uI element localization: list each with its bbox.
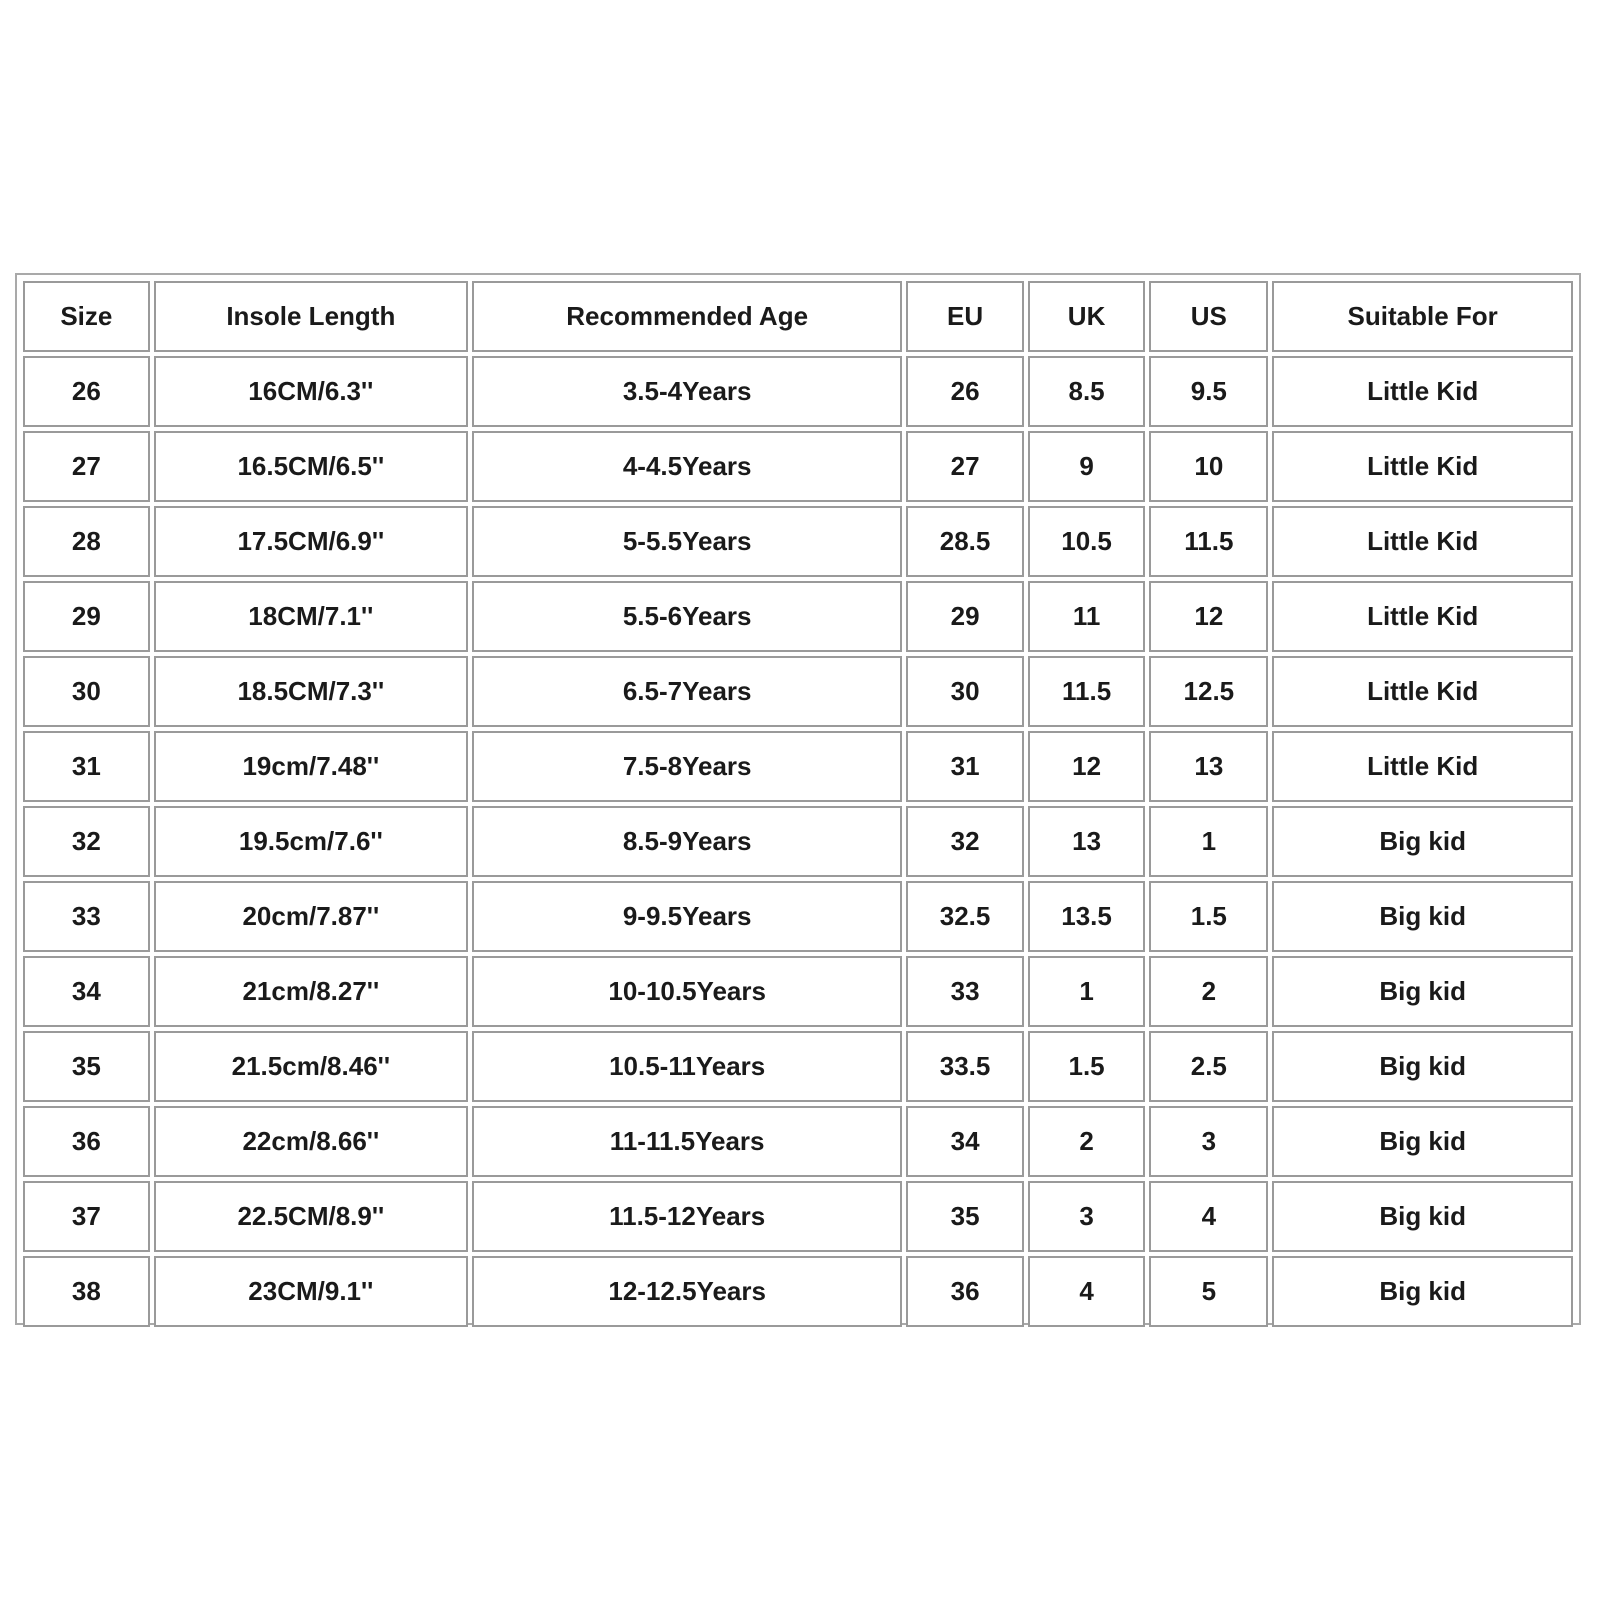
cell-size: 38	[23, 1256, 150, 1327]
cell-recommended-age: 10.5-11Years	[472, 1031, 902, 1102]
cell-us: 11.5	[1149, 506, 1268, 577]
table-row	[23, 956, 1573, 1027]
cell-uk: 13	[1028, 806, 1146, 877]
cell-eu: 36	[906, 1256, 1024, 1327]
cell-suitable-for: Little Kid	[1272, 581, 1573, 652]
cell-insole-length: 19.5cm/7.6''	[154, 806, 468, 877]
table-row	[23, 881, 1573, 952]
cell-us: 13	[1149, 731, 1268, 802]
table-row	[23, 806, 1573, 877]
cell-eu: 33.5	[906, 1031, 1024, 1102]
cell-insole-length: 17.5CM/6.9''	[154, 506, 468, 577]
cell-suitable-for: Big kid	[1272, 1181, 1573, 1252]
cell-eu: 30	[906, 656, 1024, 727]
cell-eu: 35	[906, 1181, 1024, 1252]
table-row	[23, 1256, 1573, 1327]
cell-recommended-age: 7.5-8Years	[472, 731, 902, 802]
table-row	[23, 731, 1573, 802]
cell-size: 36	[23, 1106, 150, 1177]
table-row	[23, 431, 1573, 502]
cell-size: 30	[23, 656, 150, 727]
cell-suitable-for: Big kid	[1272, 1106, 1573, 1177]
cell-eu: 29	[906, 581, 1024, 652]
table-row	[23, 1106, 1573, 1177]
cell-suitable-for: Little Kid	[1272, 656, 1573, 727]
cell-uk: 2	[1028, 1106, 1146, 1177]
cell-us: 10	[1149, 431, 1268, 502]
cell-recommended-age: 10-10.5Years	[472, 956, 902, 1027]
cell-eu: 28.5	[906, 506, 1024, 577]
cell-insole-length: 23CM/9.1''	[154, 1256, 468, 1327]
cell-suitable-for: Little Kid	[1272, 731, 1573, 802]
table-row	[23, 581, 1573, 652]
cell-us: 1.5	[1149, 881, 1268, 952]
cell-uk: 1.5	[1028, 1031, 1146, 1102]
cell-uk: 8.5	[1028, 356, 1146, 427]
cell-us: 2.5	[1149, 1031, 1268, 1102]
cell-us: 12.5	[1149, 656, 1268, 727]
cell-uk: 4	[1028, 1256, 1146, 1327]
cell-us: 4	[1149, 1181, 1268, 1252]
cell-us: 12	[1149, 581, 1268, 652]
cell-insole-length: 22cm/8.66''	[154, 1106, 468, 1177]
table-row	[23, 656, 1573, 727]
cell-size: 28	[23, 506, 150, 577]
cell-recommended-age: 5-5.5Years	[472, 506, 902, 577]
cell-size: 31	[23, 731, 150, 802]
cell-insole-length: 16CM/6.3''	[154, 356, 468, 427]
header-size: Size	[23, 281, 150, 352]
cell-recommended-age: 12-12.5Years	[472, 1256, 902, 1327]
cell-recommended-age: 8.5-9Years	[472, 806, 902, 877]
cell-uk: 9	[1028, 431, 1146, 502]
cell-size: 34	[23, 956, 150, 1027]
cell-suitable-for: Big kid	[1272, 806, 1573, 877]
cell-insole-length: 19cm/7.48''	[154, 731, 468, 802]
cell-uk: 3	[1028, 1181, 1146, 1252]
header-recommended-age: Recommended Age	[472, 281, 902, 352]
cell-us: 1	[1149, 806, 1268, 877]
cell-insole-length: 21.5cm/8.46''	[154, 1031, 468, 1102]
cell-eu: 31	[906, 731, 1024, 802]
cell-uk: 11	[1028, 581, 1146, 652]
size-chart-body	[23, 356, 1573, 1327]
cell-uk: 11.5	[1028, 656, 1146, 727]
cell-insole-length: 21cm/8.27''	[154, 956, 468, 1027]
cell-uk: 10.5	[1028, 506, 1146, 577]
cell-size: 37	[23, 1181, 150, 1252]
cell-suitable-for: Big kid	[1272, 881, 1573, 952]
cell-suitable-for: Little Kid	[1272, 356, 1573, 427]
cell-recommended-age: 4-4.5Years	[472, 431, 902, 502]
table-row	[23, 356, 1573, 427]
cell-insole-length: 18CM/7.1''	[154, 581, 468, 652]
cell-suitable-for: Big kid	[1272, 956, 1573, 1027]
cell-us: 3	[1149, 1106, 1268, 1177]
header-us: US	[1149, 281, 1268, 352]
cell-us: 2	[1149, 956, 1268, 1027]
cell-recommended-age: 3.5-4Years	[472, 356, 902, 427]
cell-eu: 33	[906, 956, 1024, 1027]
header-row	[23, 281, 1573, 352]
cell-size: 32	[23, 806, 150, 877]
cell-eu: 27	[906, 431, 1024, 502]
cell-uk: 1	[1028, 956, 1146, 1027]
size-chart-frame	[15, 273, 1581, 1325]
cell-size: 26	[23, 356, 150, 427]
cell-size: 35	[23, 1031, 150, 1102]
cell-eu: 32	[906, 806, 1024, 877]
cell-size: 27	[23, 431, 150, 502]
cell-eu: 34	[906, 1106, 1024, 1177]
cell-insole-length: 16.5CM/6.5''	[154, 431, 468, 502]
size-chart-table	[19, 277, 1577, 1331]
header-insole-length: Insole Length	[154, 281, 468, 352]
table-row	[23, 1031, 1573, 1102]
cell-suitable-for: Big kid	[1272, 1256, 1573, 1327]
cell-suitable-for: Big kid	[1272, 1031, 1573, 1102]
header-suitable-for: Suitable For	[1272, 281, 1573, 352]
cell-recommended-age: 11.5-12Years	[472, 1181, 902, 1252]
cell-eu: 26	[906, 356, 1024, 427]
cell-uk: 12	[1028, 731, 1146, 802]
cell-suitable-for: Little Kid	[1272, 431, 1573, 502]
header-uk: UK	[1028, 281, 1146, 352]
cell-eu: 32.5	[906, 881, 1024, 952]
cell-insole-length: 20cm/7.87''	[154, 881, 468, 952]
cell-size: 29	[23, 581, 150, 652]
table-row	[23, 1181, 1573, 1252]
cell-us: 9.5	[1149, 356, 1268, 427]
cell-uk: 13.5	[1028, 881, 1146, 952]
header-eu: EU	[906, 281, 1024, 352]
cell-recommended-age: 11-11.5Years	[472, 1106, 902, 1177]
table-row	[23, 506, 1573, 577]
cell-insole-length: 22.5CM/8.9''	[154, 1181, 468, 1252]
cell-suitable-for: Little Kid	[1272, 506, 1573, 577]
cell-size: 33	[23, 881, 150, 952]
cell-insole-length: 18.5CM/7.3''	[154, 656, 468, 727]
cell-recommended-age: 9-9.5Years	[472, 881, 902, 952]
cell-us: 5	[1149, 1256, 1268, 1327]
cell-recommended-age: 6.5-7Years	[472, 656, 902, 727]
cell-recommended-age: 5.5-6Years	[472, 581, 902, 652]
